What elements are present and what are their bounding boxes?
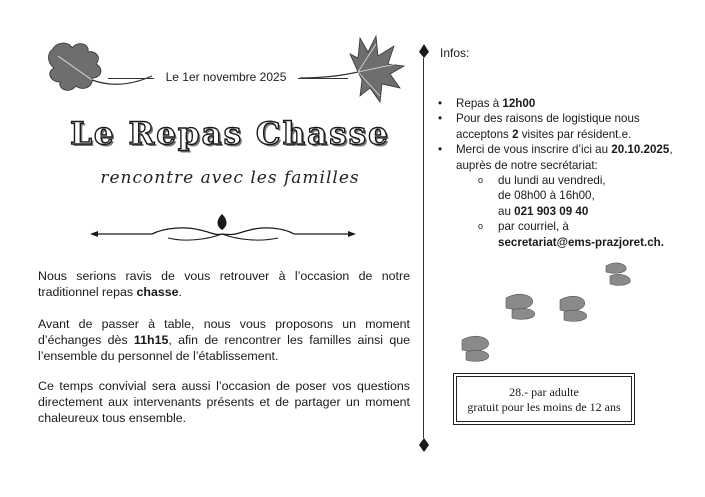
closing-paragraph: Ce temps convivial sera aussi l’occasion de poser vos questions directement aux intervenants présents et de partager un moment chaleureux tous ensemble. [38, 379, 410, 425]
divider-bottom-arrow-icon [418, 436, 430, 452]
ornament-divider-icon [88, 208, 358, 248]
intro-paragraph: Nous serions ravis de vous retrouver à l’occasion de notre traditionnel repas chasse. [38, 269, 410, 299]
list-item: • Repas à 12h00 [438, 97, 536, 110]
page-subtitle: rencontre avec les familles [100, 168, 360, 188]
sub-list-item: o par courriel, à secretariat@ems-prazjoret.ch. [478, 220, 664, 249]
page-title: Le Repas Chasse [70, 116, 390, 152]
event-date: Le 1er novembre 2025 [165, 70, 287, 84]
date-rule-right [298, 78, 348, 79]
footprints-icon [456, 258, 636, 362]
sub-list-item: o du lundi au vendredi, de 08h00 à 16h00, au 021 903 09 40 [478, 174, 606, 218]
date-rule-left [108, 78, 154, 79]
divider-top-arrow-icon [418, 44, 430, 58]
infos-title: Infos: [440, 46, 470, 60]
price-children: gratuit pour les moins de 12 ans [467, 400, 621, 414]
list-item: • Pour des raisons de logistique nous acceptons 2 visites par résident.e. [438, 112, 640, 141]
price-adult: 28.- par adulte [509, 385, 579, 399]
maple-leaf-icon [300, 34, 406, 106]
list-item: • Merci de vous inscrire d’ici au 20.10.2025, auprès de notre secrétariat: [438, 143, 673, 172]
price-box [456, 376, 632, 422]
email-link[interactable]: secretariat@ems-prazjoret.ch. [498, 235, 664, 249]
infos-list [432, 96, 692, 250]
column-divider [423, 58, 424, 438]
schedule-paragraph: Avant de passer à table, nous vous proposons un moment d’échanges dès 11h15, afin de rencontrer les familles ainsi que l’ensemble du personnel de l’établissement. [38, 317, 410, 363]
oak-leaf-icon [44, 36, 154, 100]
